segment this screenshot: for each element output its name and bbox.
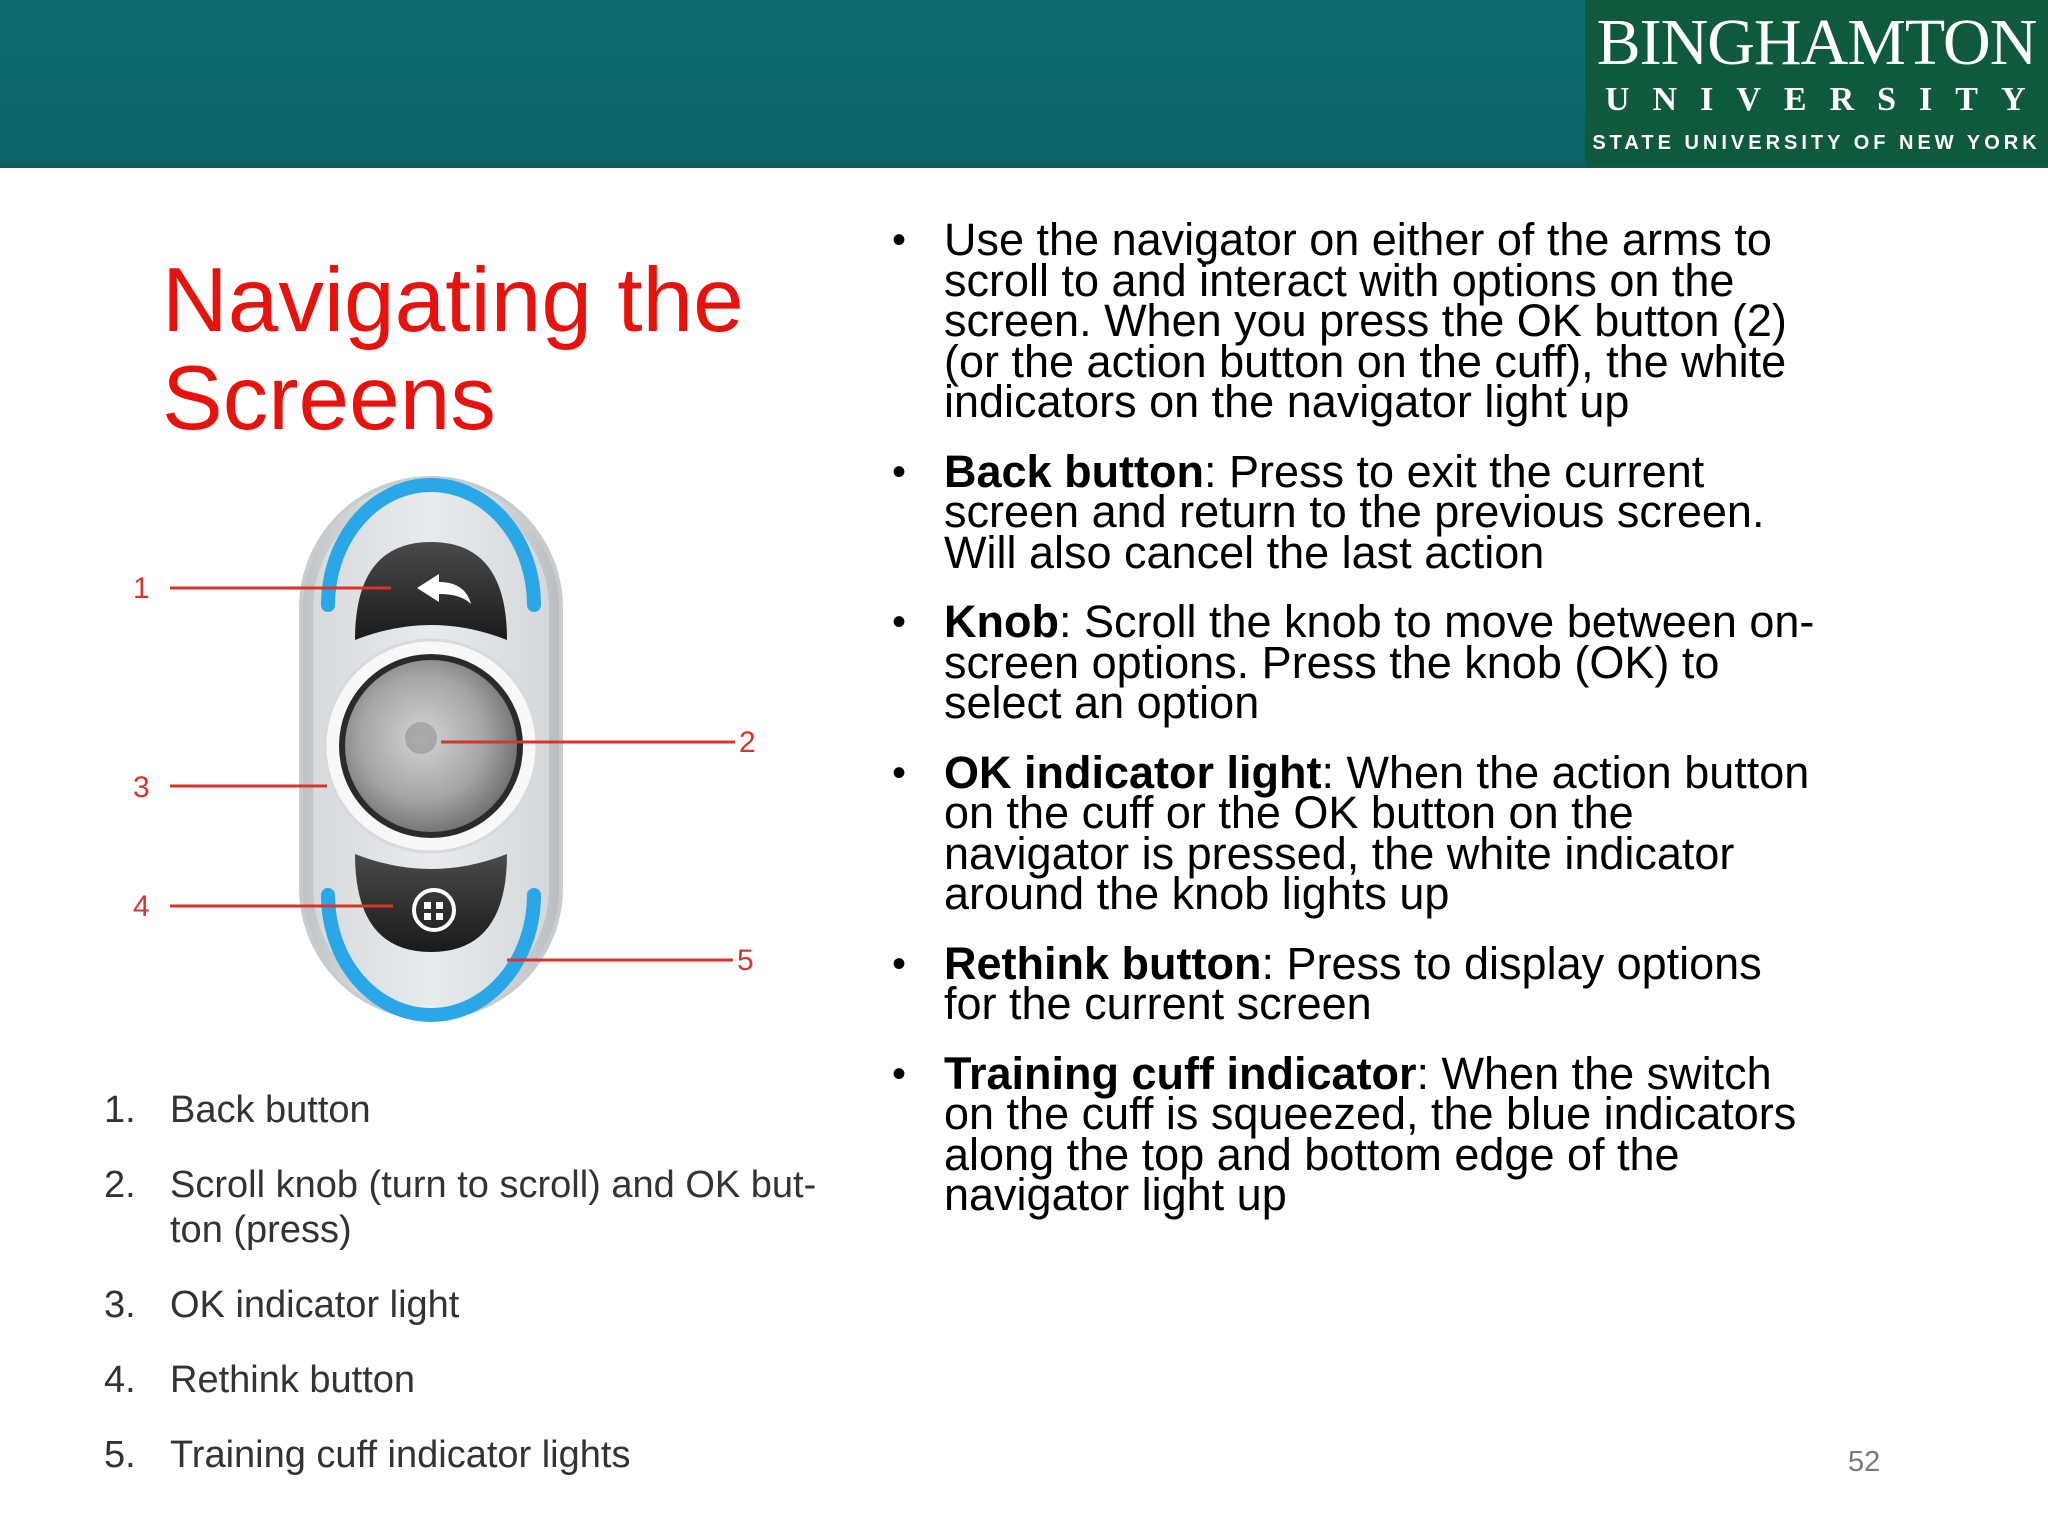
- legend-text: Scroll knob (turn to scroll) and OK but-: [170, 1164, 817, 1206]
- bullet-text: : Scroll the knob to move between on-: [1058, 596, 1815, 647]
- page-number: 52: [1848, 1446, 1881, 1478]
- bullet-text: : Press to display options: [1261, 937, 1762, 989]
- callout-number-3: 3: [133, 771, 150, 804]
- bullet-item-navigator: [888, 214, 2008, 427]
- bullet-icon: •: [892, 750, 907, 795]
- bullet-text: screen options. Press the knob (OK) to: [944, 636, 1720, 688]
- legend-number: 1.: [104, 1089, 136, 1131]
- bullet-item-back-button: [888, 445, 2008, 578]
- bullet-text: : When the switch: [1416, 1047, 1772, 1099]
- bullet-text: select an option: [944, 677, 1260, 728]
- bullet-term: Knob: [944, 596, 1059, 647]
- bullet-text: navigator is pressed, the white indicator: [944, 827, 1735, 879]
- bullet-text: along the top and bottom edge of the: [944, 1128, 1680, 1180]
- bullet-item-rethink-button: [888, 937, 2008, 1029]
- slide-title: [162, 252, 802, 448]
- bullet-text: (or the action button on the cuff), the white: [944, 335, 1787, 387]
- bullet-term: Back button: [944, 445, 1205, 497]
- bullet-text: screen. When you press the OK button (2): [944, 295, 1787, 346]
- bullet-icon: •: [892, 218, 907, 262]
- callout-number-5: 5: [737, 944, 754, 977]
- logo-university: UNIVERSITY: [1605, 81, 2048, 118]
- bullet-item-training-cuff: [888, 1047, 2008, 1220]
- navigator-diagram: [115, 470, 765, 1030]
- legend-number: 2.: [104, 1164, 136, 1206]
- legend-text: Rethink button: [170, 1359, 416, 1401]
- legend-item: [104, 1163, 864, 1253]
- legend-text-cont: ton (press): [170, 1209, 352, 1251]
- bullet-text: scroll to and interact with options on the: [944, 254, 1735, 306]
- legend-item: [104, 1088, 864, 1133]
- logo-wordmark: BINGHAMTON: [1596, 6, 2037, 79]
- bullet-term: OK indicator light: [944, 746, 1322, 798]
- legend-number: 3.: [104, 1284, 136, 1326]
- bullet-text: navigator light up: [944, 1169, 1287, 1220]
- bullet-text: indicators on the navigator light up: [944, 376, 1630, 427]
- legend-item: [104, 1358, 864, 1403]
- bullet-icon: •: [892, 1051, 907, 1096]
- bullet-text: on the cuff is squeezed, the blue indicators: [944, 1088, 1797, 1139]
- legend-text: Back button: [170, 1089, 371, 1131]
- bullet-text: Use the navigator on either of the arms to: [944, 214, 1772, 265]
- callout-number-2: 2: [739, 726, 756, 759]
- bullet-term: Rethink button: [944, 937, 1262, 989]
- header-bar: [0, 0, 1585, 167]
- callout-number-4: 4: [133, 890, 150, 923]
- bullet-text: : Press to exit the current: [1204, 445, 1705, 497]
- binghamton-logo: [1585, 0, 2048, 167]
- bullet-text: for the current screen: [944, 978, 1372, 1029]
- legend-text: Training cuff indicator lights: [170, 1434, 631, 1476]
- bullet-icon: •: [892, 600, 907, 644]
- bullet-text: Will also cancel the last action: [944, 526, 1545, 578]
- description-bullets: [888, 214, 2008, 1245]
- bullet-item-knob: [888, 596, 2008, 728]
- legend-item: [104, 1283, 864, 1328]
- slide-title-line2: Screens: [162, 348, 496, 449]
- bullet-text: screen and return to the previous screen.: [944, 486, 1765, 537]
- bullet-icon: •: [892, 449, 907, 494]
- bullet-icon: •: [892, 941, 907, 986]
- legend-number: 4.: [104, 1359, 136, 1401]
- legend-text: OK indicator light: [170, 1284, 460, 1326]
- slide-title-line1: Navigating the: [162, 250, 744, 351]
- logo-tagline: STATE UNIVERSITY OF NEW YORK: [1592, 132, 2041, 154]
- bullet-text: on the cuff or the OK button on the: [944, 787, 1634, 838]
- bullet-text: around the knob lights up: [944, 868, 1450, 919]
- legend-item: [104, 1433, 864, 1478]
- bullet-term: Training cuff indicator: [944, 1047, 1417, 1099]
- bullet-text: : When the action button: [1321, 746, 1810, 798]
- legend-number: 5.: [104, 1434, 136, 1476]
- navigator-legend: [104, 1088, 864, 1508]
- callout-number-1: 1: [133, 572, 150, 605]
- bullet-item-ok-indicator: [888, 746, 2008, 919]
